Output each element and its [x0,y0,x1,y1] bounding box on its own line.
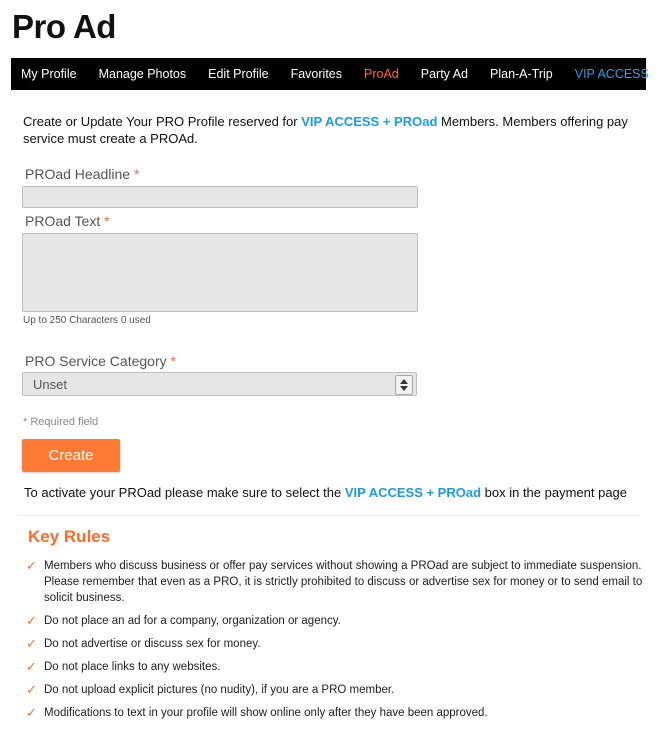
text-label-text: PROad Text [25,213,101,229]
checkmark-icon: ✓ [26,682,37,697]
rule-text: Do not place an ad for a company, organization or agency. [44,615,341,627]
arrow-down-icon [400,386,408,391]
nav-party-ad[interactable]: Party Ad [420,67,468,81]
intro-text-end: Members. Members offering pay service must create a PROAd. [23,114,628,146]
required-asterisk: * [104,213,110,229]
rule-text: Do not place links to any websites. [44,661,221,673]
service-category-select[interactable] [22,372,417,396]
nav-proad[interactable]: ProAd [364,67,399,81]
activate-note-end: box in the payment page [481,485,628,500]
nav-my-profile[interactable]: My Profile [21,67,77,81]
checkmark-icon: ✓ [26,613,37,628]
section-divider [18,515,640,516]
checkmark-icon: ✓ [26,558,37,573]
nav-vip-access[interactable]: VIP ACCESS [574,67,649,81]
create-button[interactable]: Create [22,439,120,472]
activate-note-start: To activate your PROad please make sure to select the [24,485,345,500]
activate-note [24,485,627,500]
rule-text: Modifications to text in your profile will show online only after they have been approved. [44,707,488,719]
rule-item [26,705,656,721]
character-counter: Up to 250 Characters 0 used [23,315,151,326]
checkmark-icon: ✓ [26,705,37,720]
rule-text: Do not upload explicit pictures (no nudity), if you are a PRO member. [44,684,395,696]
rule-item [26,558,656,606]
headline-label-text: PROad Headline [25,166,131,182]
main-navbar [11,58,649,90]
page-title: Pro Ad [12,8,116,45]
required-field-note: * Required field [23,416,99,428]
select-arrows-icon[interactable] [395,375,413,395]
key-rules-title: Key Rules [28,527,111,546]
rule-text: Members who discuss business or offer pay services without showing a PROad are subject to immediate suspension. Please remember that even as a PRO, it is strictly prohibited to discuss or advertise sex for money or to send email to solicit business. [44,560,643,604]
headline-label [25,166,139,182]
checkmark-icon: ✓ [26,636,37,651]
rule-item [26,613,656,629]
required-asterisk: * [170,353,176,369]
intro-text-start: Create or Update Your PRO Profile reserved for [23,114,302,129]
rule-item [26,659,656,675]
rule-item [26,682,656,698]
rule-text: Do not advertise or discuss sex for money. [44,638,261,650]
proad-text-area[interactable] [22,233,418,312]
vip-access-link-2[interactable]: VIP ACCESS + PROad [344,485,482,500]
intro-text [23,113,643,147]
headline-input[interactable] [22,186,418,208]
required-asterisk: * [133,166,140,182]
rule-item [26,636,656,652]
category-label [25,353,176,369]
checkmark-icon: ✓ [26,659,37,674]
vip-access-link[interactable]: VIP ACCESS + PROad [301,114,438,129]
category-label-text: PRO Service Category [25,353,167,369]
key-rules-list [26,558,656,728]
nav-edit-profile[interactable]: Edit Profile [208,67,269,81]
nav-plan-a-trip[interactable]: Plan-A-Trip [490,67,553,81]
arrow-up-icon [400,379,408,384]
text-label [25,213,110,229]
select-value: Unset [33,377,67,392]
nav-favorites[interactable]: Favorites [290,67,342,81]
nav-manage-photos[interactable]: Manage Photos [98,67,187,81]
